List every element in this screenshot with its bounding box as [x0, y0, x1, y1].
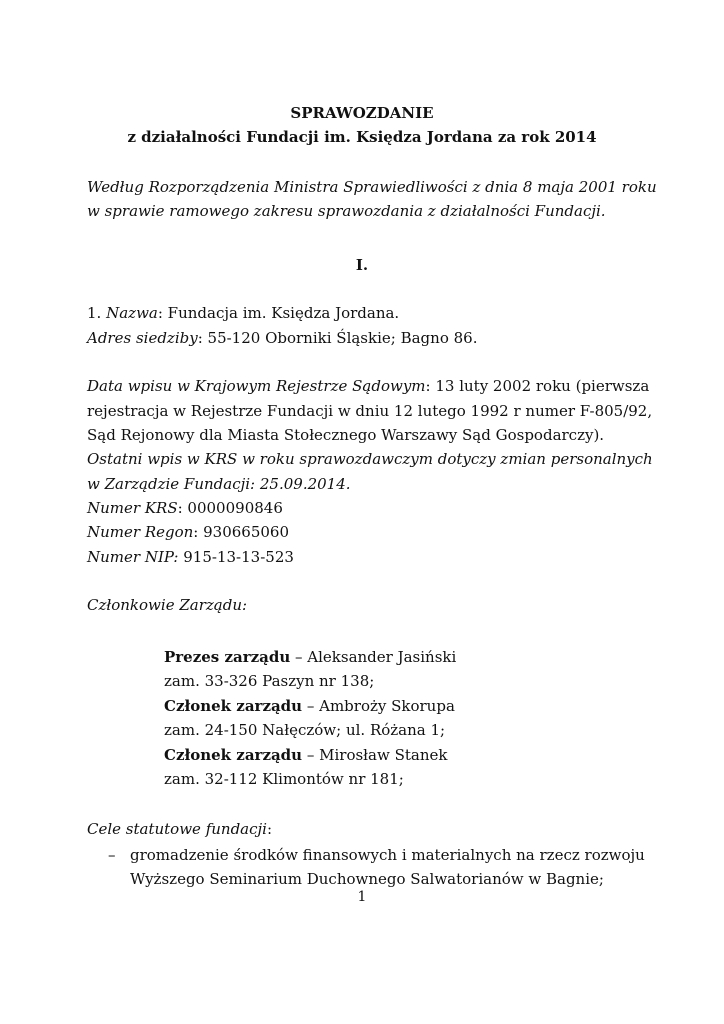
regon-label: Numer Regon [87, 523, 194, 541]
address-value: : 55-120 Oborniki Śląskie; Bagno 86. [197, 329, 478, 347]
krs-value: : 0000090846 [177, 499, 283, 517]
address-row [87, 328, 638, 348]
board-member-2-address: zam. 24-150 Nałęczów; ul. Różana 1; [164, 721, 446, 739]
board-member-1 [164, 647, 624, 667]
board-member-3-role: Członek zarządu [164, 746, 303, 764]
intro-line-2: w sprawie ramowego zakresu sprawozdania z działalności Fundacji. [87, 202, 606, 220]
board-member-2-role: Członek zarządu [164, 697, 303, 715]
document-subtitle: z działalności Fundacji im. Księdza Jordana za rok 2014 [127, 128, 597, 146]
krs-number-row [87, 498, 638, 518]
board-member-2-name: – Ambroży Skorupa [302, 697, 455, 715]
krs-entry-label: Data wpisu w Krajowym Rejestrze Sądowym [87, 377, 426, 395]
goal-1-dash: – [108, 846, 116, 864]
board-member-1-address: zam. 33-326 Paszyn nr 138; [164, 672, 375, 690]
nip-row [87, 547, 638, 567]
goal-1-line-2: Wyższego Seminarium Duchownego Salwatorianów w Bagnie; [130, 870, 604, 888]
board-member-3-address: zam. 32-112 Klimontów nr 181; [164, 770, 404, 788]
goals-label-row [87, 819, 638, 839]
board-member-1-role: Prezes zarządu [164, 648, 291, 666]
address-label: Adres siedziby [87, 329, 198, 347]
krs-label: Numer KRS [87, 499, 178, 517]
board-label: Członkowie Zarządu: [87, 596, 248, 614]
intro-line-1: Według Rozporządzenia Ministra Sprawiedliwości z dnia 8 maja 2001 roku [87, 178, 657, 196]
name-row [87, 303, 638, 323]
board-member-1-name: – Aleksander Jasiński [290, 648, 457, 666]
krs-entry-line-2: rejestracja w Rejestrze Fundacji w dniu 12 lutego 1992 r numer F-805/92, [87, 402, 653, 420]
section-heading: I. [355, 256, 369, 274]
krs-entry-value: : 13 luty 2002 roku (pierwsza [425, 377, 650, 395]
last-entry-line-1: Ostatni wpis w KRS w roku sprawozdawczym dotyczy zmian personalnych [87, 450, 653, 468]
regon-value: : 930665060 [193, 523, 290, 541]
board-member-2 [164, 696, 624, 716]
goals-label: Cele statutowe fundacji [87, 820, 267, 838]
last-entry-line-2: w Zarządzie Fundacji: 25.09.2014. [87, 475, 351, 493]
name-prefix: 1. [87, 304, 107, 322]
nip-label: Numer NIP: [87, 548, 179, 566]
page-number: 1 [357, 889, 367, 905]
board-member-3 [164, 745, 624, 765]
name-value: : Fundacja im. Księdza Jordana. [157, 304, 400, 322]
regon-row [87, 522, 638, 542]
board-member-3-name: – Mirosław Stanek [302, 746, 448, 764]
goal-1-line-1: gromadzenie środków finansowych i materialnych na rzecz rozwoju [130, 846, 645, 864]
krs-entry-row [87, 376, 650, 396]
name-label: Nazwa [106, 304, 158, 322]
krs-entry-line-3: Sąd Rejonowy dla Miasta Stołecznego Warszawy Sąd Gospodarczy). [87, 426, 605, 444]
document-title: SPRAWOZDANIE [290, 104, 434, 122]
nip-value: 915-13-13-523 [178, 548, 294, 566]
goals-colon: : [266, 820, 273, 838]
